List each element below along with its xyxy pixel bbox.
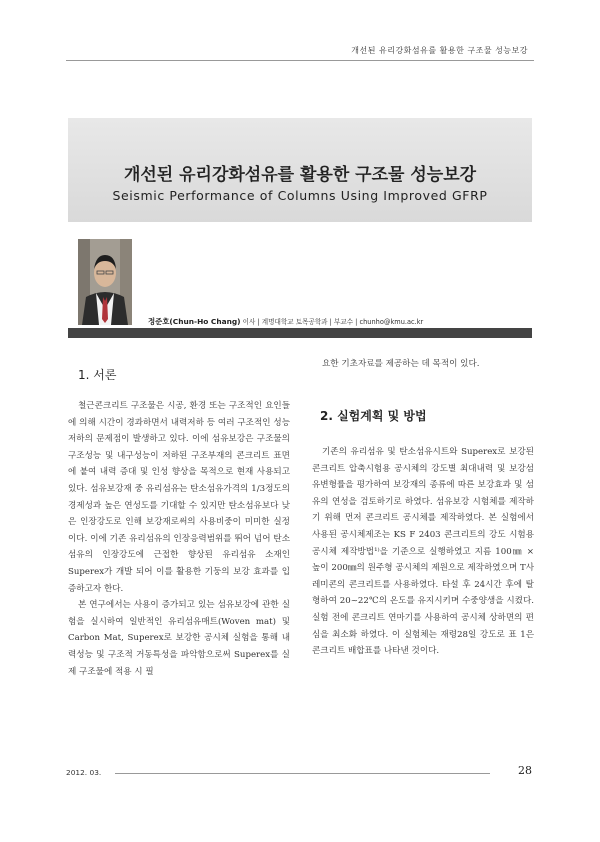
section-1-body <box>68 398 290 680</box>
author-info <box>148 316 423 327</box>
title-english: Seismic Performance of Columns Using Improved GFRP <box>112 188 488 203</box>
page-number: 28 <box>518 764 532 777</box>
footer-rule <box>115 773 490 774</box>
paragraph: 기존의 유리섬유 및 탄소섬유시트와 Superex로 보강된 콘크리트 압축시험용 공시체의 강도별 최대내력 및 보강섬유변형률을 평가하여 보강재의 종류에 따른 보강효과 및 섬유의 연성을 검토하기로 하였다. 섬유보강 시험체를 제작하기 위해 먼저 콘크리트 공시체를 제작하였다. 본 실험에서 사용된 공시체제조는 KS F 2403 콘크리트의 강도 시험용 공시체 제작방법¹⁾을 기준으로 실행하였고 지름 100㎜ × 높이 200㎜의 원주형 공시체의 제원으로 제작하였으며 T사 레미콘의 콘크리트를 사용하였다. 타설 후 24시간 후에 탈형하여 20~22℃의 온도를 유지시키며 수중양생을 시켰다. 실험 전에 콘크리트 연마기를 사용하여 공시체 상하면의 편심을 최소화 하였다. 이 실험체는 재령28일 강도로 표 1은 콘크리트 배합표를 나타낸 것이다. <box>312 447 534 657</box>
footer-date: 2012. 03. <box>66 768 102 777</box>
paragraph: 본 연구에서는 사용이 증가되고 있는 섬유보강에 관한 실험을 실시하여 일반적인 유리섬유매트(Woven mat) 및 Carbon Mat, Superex로 보강한 공시체 실험을 통해 내력성능 및 구조적 거동특성을 파악함으로써 Superex를 실제 구조물에 적용 시 필 <box>68 600 290 677</box>
header-rule <box>66 60 534 61</box>
column-2-top <box>312 356 534 373</box>
title-band <box>68 118 532 222</box>
paragraph: 요한 기초자료를 제공하는 데 목적이 있다. <box>322 359 480 369</box>
section-heading-2: 2. 실험계획 및 방법 <box>320 409 427 423</box>
author-name: 정준호(Chun-Ho Chang) <box>148 317 241 326</box>
author-details: 이사 | 계명대학교 토목공학과 | 부교수 | chunho@kmu.ac.kr <box>240 318 424 326</box>
title-korean: 개선된 유리강화섬유를 활용한 구조물 성능보강 <box>123 165 477 185</box>
paragraph: 철근콘크리트 구조물은 시공, 환경 또는 구조적인 요인들에 의해 시간이 경과하면서 내력저하 등 여러 구조적인 성능저하의 문제점이 발생하고 있다. 이에 섬유보강은 구조물의 구조성능 및 내구성능이 저하된 구조부재의 콘크리트 표면에 붙여 내력 증대 및 인성 향상을 목적으로 현재 사용되고 있다. 섬유보강재 중 유리섬유는 탄소섬유가격의 1/3정도의 경제성과 높은 연성도를 기대할 수 있지만 탄소섬유보다 낮은 인장강도로 인해 보강재로써의 사용비중이 미미한 실정이다. 이에 기존 유리섬유의 인장응력범위를 뛰어 넘어 탄소섬유의 인장강도에 근접한 향상된 유리섬유 소재인 Superex가 개발 되어 이를 활용한 기둥의 보강 효과를 입증하고자 한다. <box>68 401 290 594</box>
section-2-body <box>312 444 534 660</box>
author-band <box>68 222 532 330</box>
author-photo <box>78 239 132 325</box>
section-heading-1: 1. 서론 <box>78 368 117 382</box>
title-bottom-rule <box>68 328 532 338</box>
running-head: 개선된 유리강화섬유를 활용한 구조물 성능보강 <box>351 46 528 55</box>
